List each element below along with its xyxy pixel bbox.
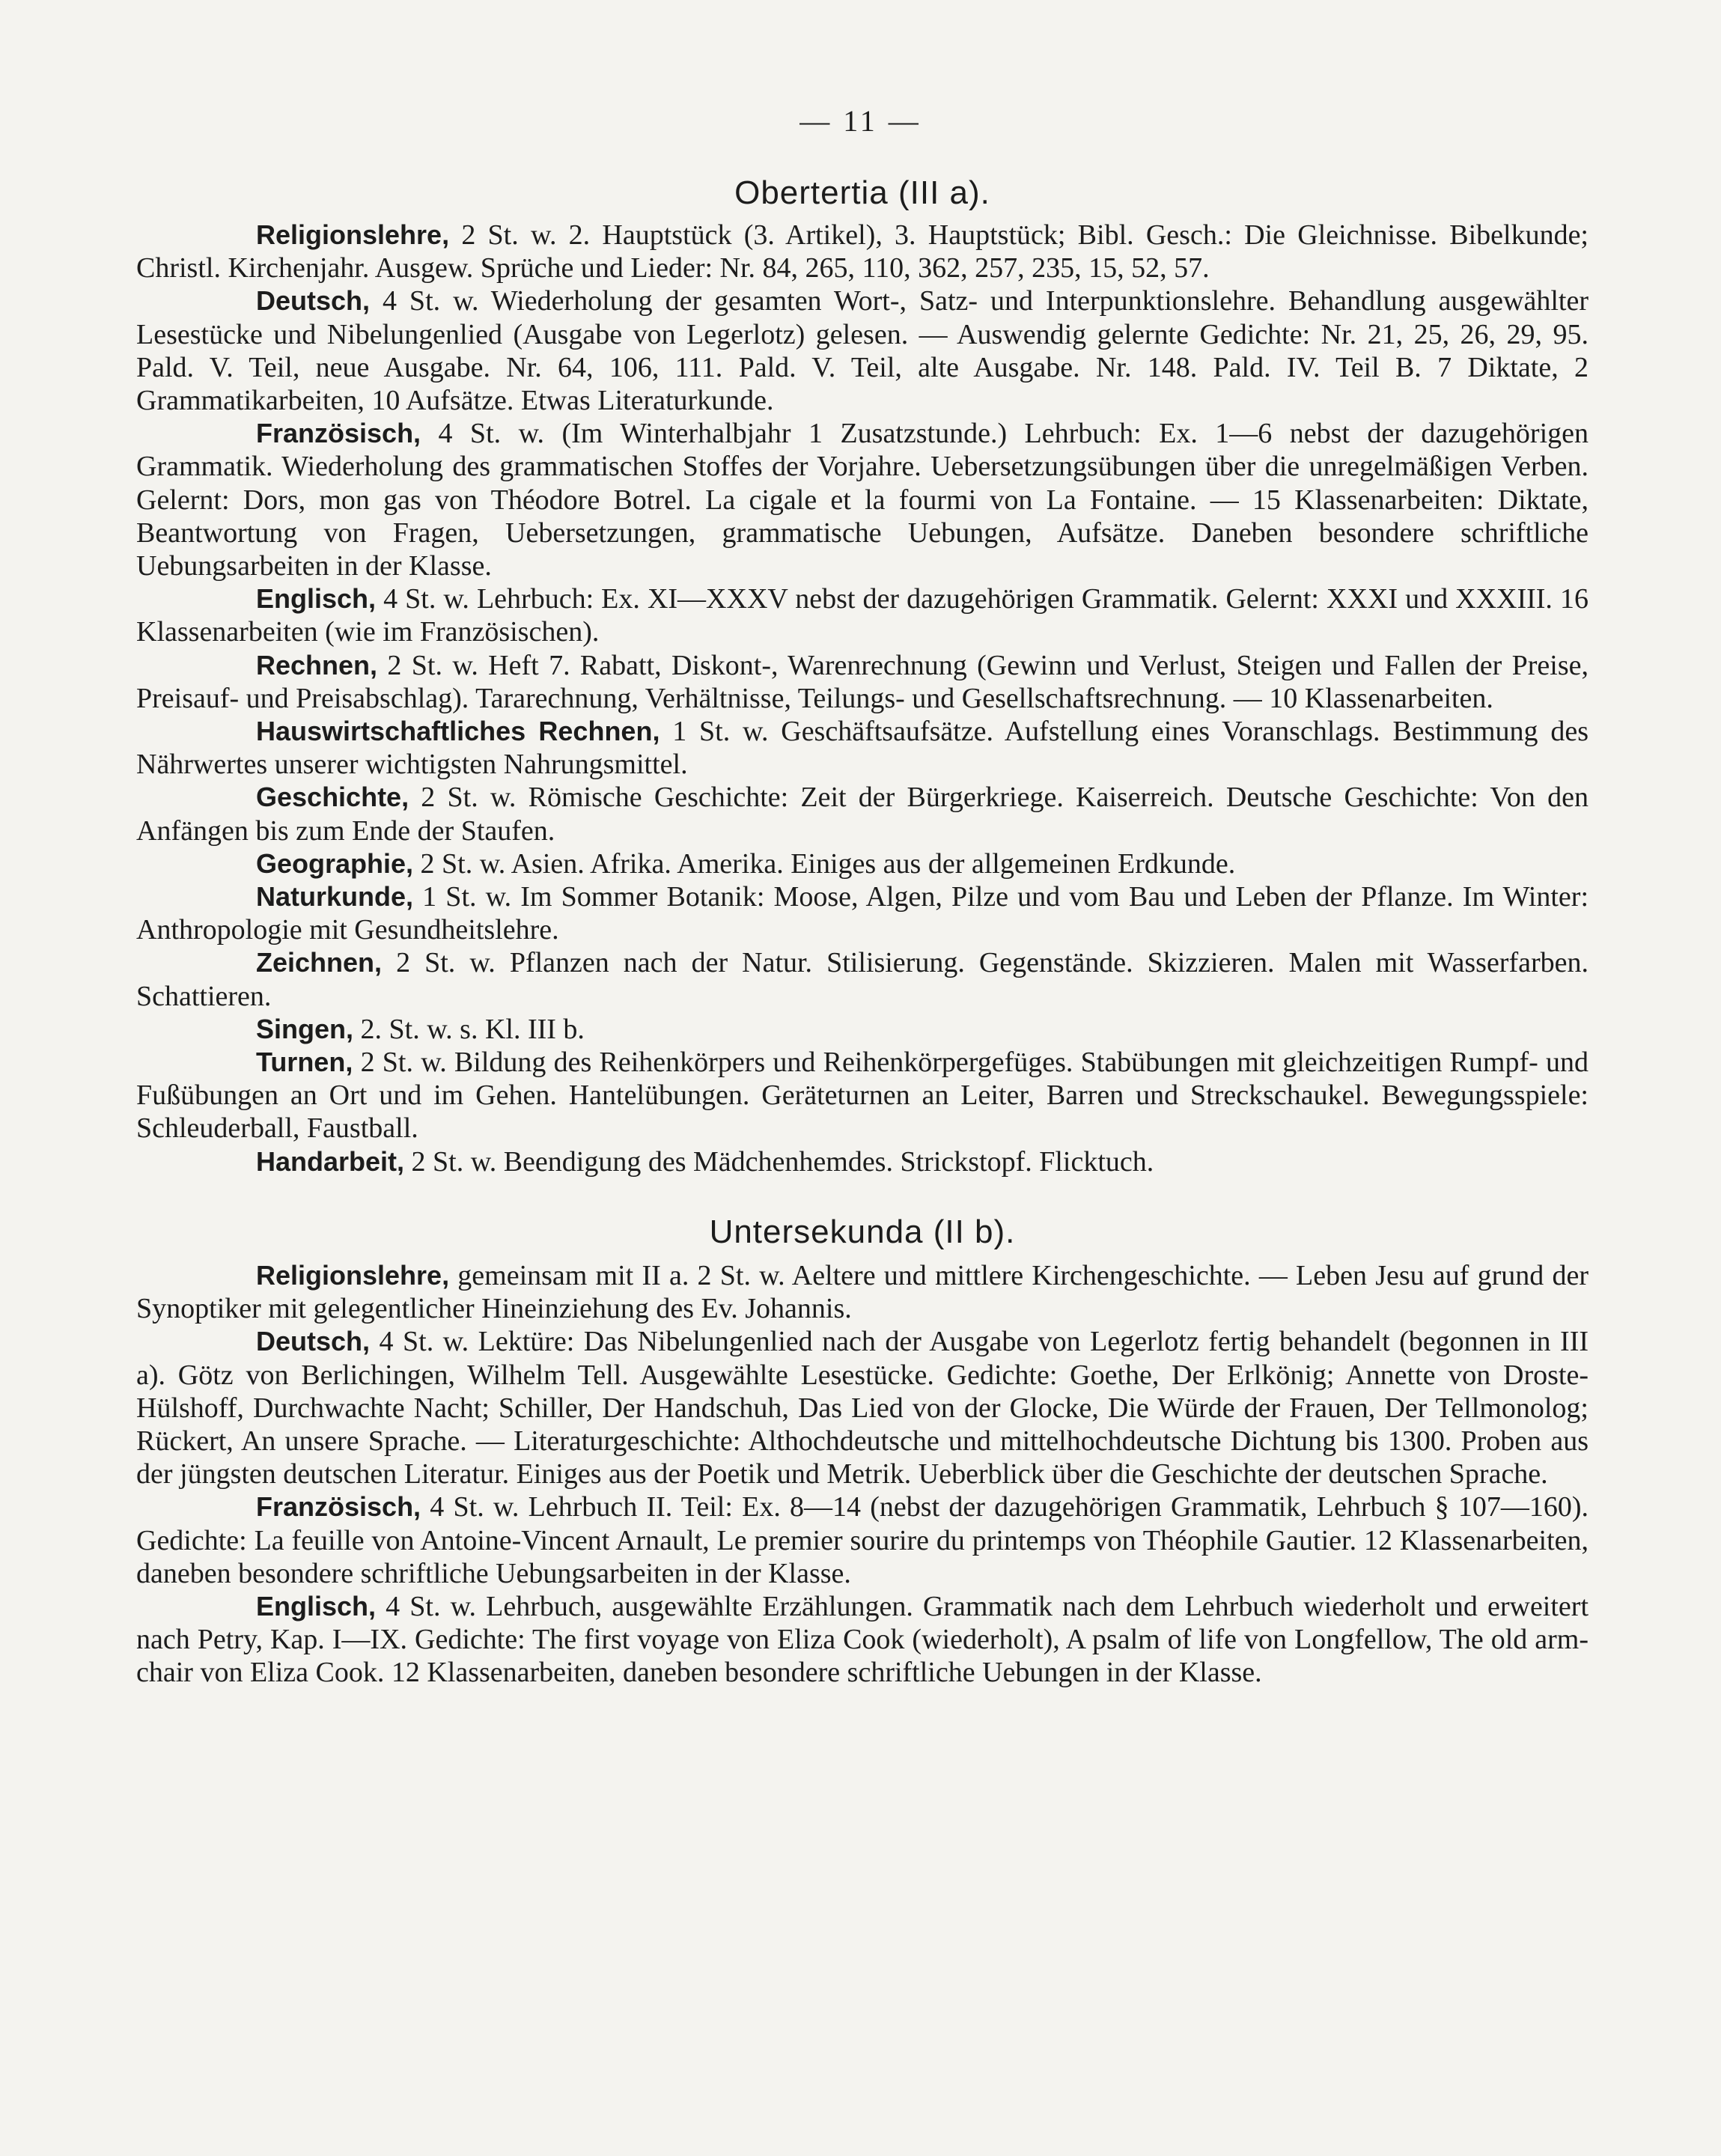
section-title-untersekunda: Untersekunda (II b). [709,1213,1016,1250]
entry-franzoesisch [136,417,1589,582]
subject-label: Geographie, [256,847,414,879]
entry-text: 1 St. w. Geschäftsaufsätze. Aufstellung eines Voranschlags. Bestimmung des Nährwertes unserer wichtigsten Nahrungsmittel. [136,716,1589,781]
subject-label: Zeichnen, [256,947,383,978]
entry-religionslehre [136,219,1589,284]
entry-text: 4 St. w. (Im Winterhalbjahr 1 Zusatzstunde.) Lehrbuch: Ex. 1—6 nebst der dazugehörigen Grammatik. Wiederholung des grammatischen Stoffes der Vorjahre. Uebersetzungsübungen über die unregelmäßigen Verben. Gelernt: Dors, mon gas von Théodore Botrel. La cigale et la fourmi von La Fontaine. — 15 Klassenarbeiten: Diktate, Beantwortung von Fragen, Uebersetzungen, grammatische Uebungen, Aufsätze. Daneben besondere schriftliche Uebungsarbeiten in der Klasse. [136,418,1589,582]
entry-text: 4 St. w. Lehrbuch II. Teil: Ex. 8—14 (nebst der dazugehörigen Grammatik, Lehrbuch § 107—160). Gedichte: La feuille von Antoine-Vincent Arnault, Le premier sourire du printemps von Théophile Gautier. 12 Klassenarbeiten, daneben besondere schriftliche Uebungsarbeiten in der Klasse. [136,1491,1589,1589]
entry-naturkunde [136,880,1589,946]
subject-label: Singen, [256,1013,354,1044]
entry-text: 2 St. w. Beendigung des Mädchenhemdes. Strickstopf. Flicktuch. [404,1145,1154,1178]
entry-zeichnen [136,946,1589,1012]
subject-label: Religionslehre, [256,219,450,250]
entry-geographie [136,847,1589,880]
subject-label: Religionslehre, [256,1259,450,1291]
entry-text: 2 St. w. Asien. Afrika. Amerika. Einiges aus der allgemeinen Erdkunde. [413,847,1236,880]
section-title-obertertia: Obertertia (III a). [734,174,990,211]
entry-turnen [136,1046,1589,1145]
subject-label: Hauswirtschaftliches Rechnen, [256,716,660,747]
entry-handarbeit [136,1145,1589,1178]
entry-text: 4 St. w. Lektüre: Das Nibelungenlied nach der Ausgabe von Legerlotz fertig behandelt (begonnen in III a). Götz von Berlichingen, Wilhelm Tell. Ausgewählte Lesestücke. Gedichte: Goethe, Der Erlkönig; Annette von Droste-Hülshoff, Durchwachte Nacht; Schiller, Der Handschuh, Das Lied von der Glocke, Die Würde der Frauen, Der Tellmonolog; Rückert, An unsere Sprache. — Literaturgeschichte: Althochdeutsche und mittelhochdeutsche Dichtung bis 1300. Proben aus der jüngsten deutschen Literatur. Einiges aus der Poetik und Metrik. Ueberblick über die Geschichte der deutschen Sprache. [136,1326,1589,1490]
entry-text: 2. St. w. s. Kl. III b. [353,1013,585,1045]
entry-geschichte [136,781,1589,847]
subject-label: Englisch, [256,1590,377,1621]
subject-label: Turnen, [256,1047,353,1078]
page-number: — 11 — [799,104,922,138]
subject-label: Französisch, [256,1491,421,1523]
entry-text: 4 St. w. Lehrbuch: Ex. XI—XXXV nebst der dazugehörigen Grammatik. Gelernt: XXXI und XXXIII. 16 Klassenarbeiten (wie im Französischen). [136,583,1589,648]
entry-englisch [136,1590,1589,1690]
subject-label: Rechnen, [256,649,378,680]
subject-label: Englisch, [256,583,377,615]
entry-deutsch [136,284,1589,417]
entry-text: 2 St. w. Bildung des Reihenkörpers und Reihenkörpergefüges. Stabübungen mit gleichzeitigen Rumpf- und Fußübungen an Ort und im Gehen. Hantelübungen. Geräteturnen an Leiter, Barren und Streckschaukel. Bewegungsspiele: Schleuderball, Faustball. [136,1047,1589,1145]
entry-text: 2 St. w. Römische Geschichte: Zeit der Bürgerkriege. Kaiserreich. Deutsche Geschichte: Von den Anfängen bis zum Ende der Staufen. [136,782,1589,847]
entry-text: 2 St. w. 2. Hauptstück (3. Artikel), 3. Hauptstück; Bibl. Gesch.: Die Gleichnisse. Bibelkunde; Christl. Kirchenjahr. Ausgew. Sprüche und Lieder: Nr. 84, 265, 110, 362, 257, 235, 15, 52, 57. [136,219,1589,284]
subject-label: Französisch, [256,418,421,449]
entry-text: 1 St. w. Im Sommer Botanik: Moose, Algen, Pilze und vom Bau und Leben der Pflanze. Im Winter: Anthropologie mit Gesundheitslehre. [136,881,1589,946]
entry-religionslehre [136,1259,1589,1325]
entry-englisch [136,582,1589,648]
page-body [136,169,1589,1690]
entry-rechnen [136,649,1589,715]
entry-deutsch [136,1325,1589,1490]
subject-label: Deutsch, [256,1326,371,1357]
subject-label: Naturkunde, [256,881,414,913]
subject-label: Geschichte, [256,782,409,813]
subject-label: Deutsch, [256,285,371,317]
entry-text: 4 St. w. Wiederholung der gesamten Wort-, Satz- und Interpunktionslehre. Behandlung ausgewählter Lesestücke und Nibelungenlied (Ausgabe von Legerlotz) gelesen. — Auswendig gelernte Gedichte: Nr. 21, 25, 26, 29, 95. Pald. V. Teil, neue Ausgabe. Nr. 64, 106, 111. Pald. V. Teil, alte Ausgabe. Nr. 148. Pald. IV. Teil B. 7 Diktate, 2 Grammatikarbeiten, 10 Aufsätze. Etwas Literaturkunde. [136,285,1589,417]
entry-text: 2 St. w. Heft 7. Rabatt, Diskont-, Warenrechnung (Gewinn und Verlust, Steigen und Fallen der Preise, Preisauf- und Preisabschlag). Tararechnung, Verhältnisse, Teilungs- und Gesellschaftsrechnung. — 10 Klassenarbeiten. [136,649,1589,714]
entry-text: 2 St. w. Pflanzen nach der Natur. Stilisierung. Gegenstände. Skizzieren. Malen mit Wasserfarben. Schattieren. [136,947,1589,1012]
entry-franzoesisch [136,1490,1589,1590]
entry-hauswirtschaftliches-rechnen [136,715,1589,781]
subject-label: Handarbeit, [256,1145,405,1177]
entry-text: gemeinsam mit II a. 2 St. w. Aeltere und mittlere Kirchengeschichte. — Leben Jesu auf grund der Synoptiker mit gelegentlicher Hineinziehung des Ev. Johannis. [136,1259,1589,1325]
entry-singen [136,1013,1589,1046]
entry-text: 4 St. w. Lehrbuch, ausgewählte Erzählungen. Grammatik nach dem Lehrbuch wiederholt und erweitert nach Petry, Kap. I—IX. Gedichte: The first voyage von Eliza Cook (wiederholt), A psalm of life von Longfellow, The old arm-chair von Eliza Cook. 12 Klassenarbeiten, daneben besondere schriftliche Uebungen in der Klasse. [136,1590,1589,1689]
